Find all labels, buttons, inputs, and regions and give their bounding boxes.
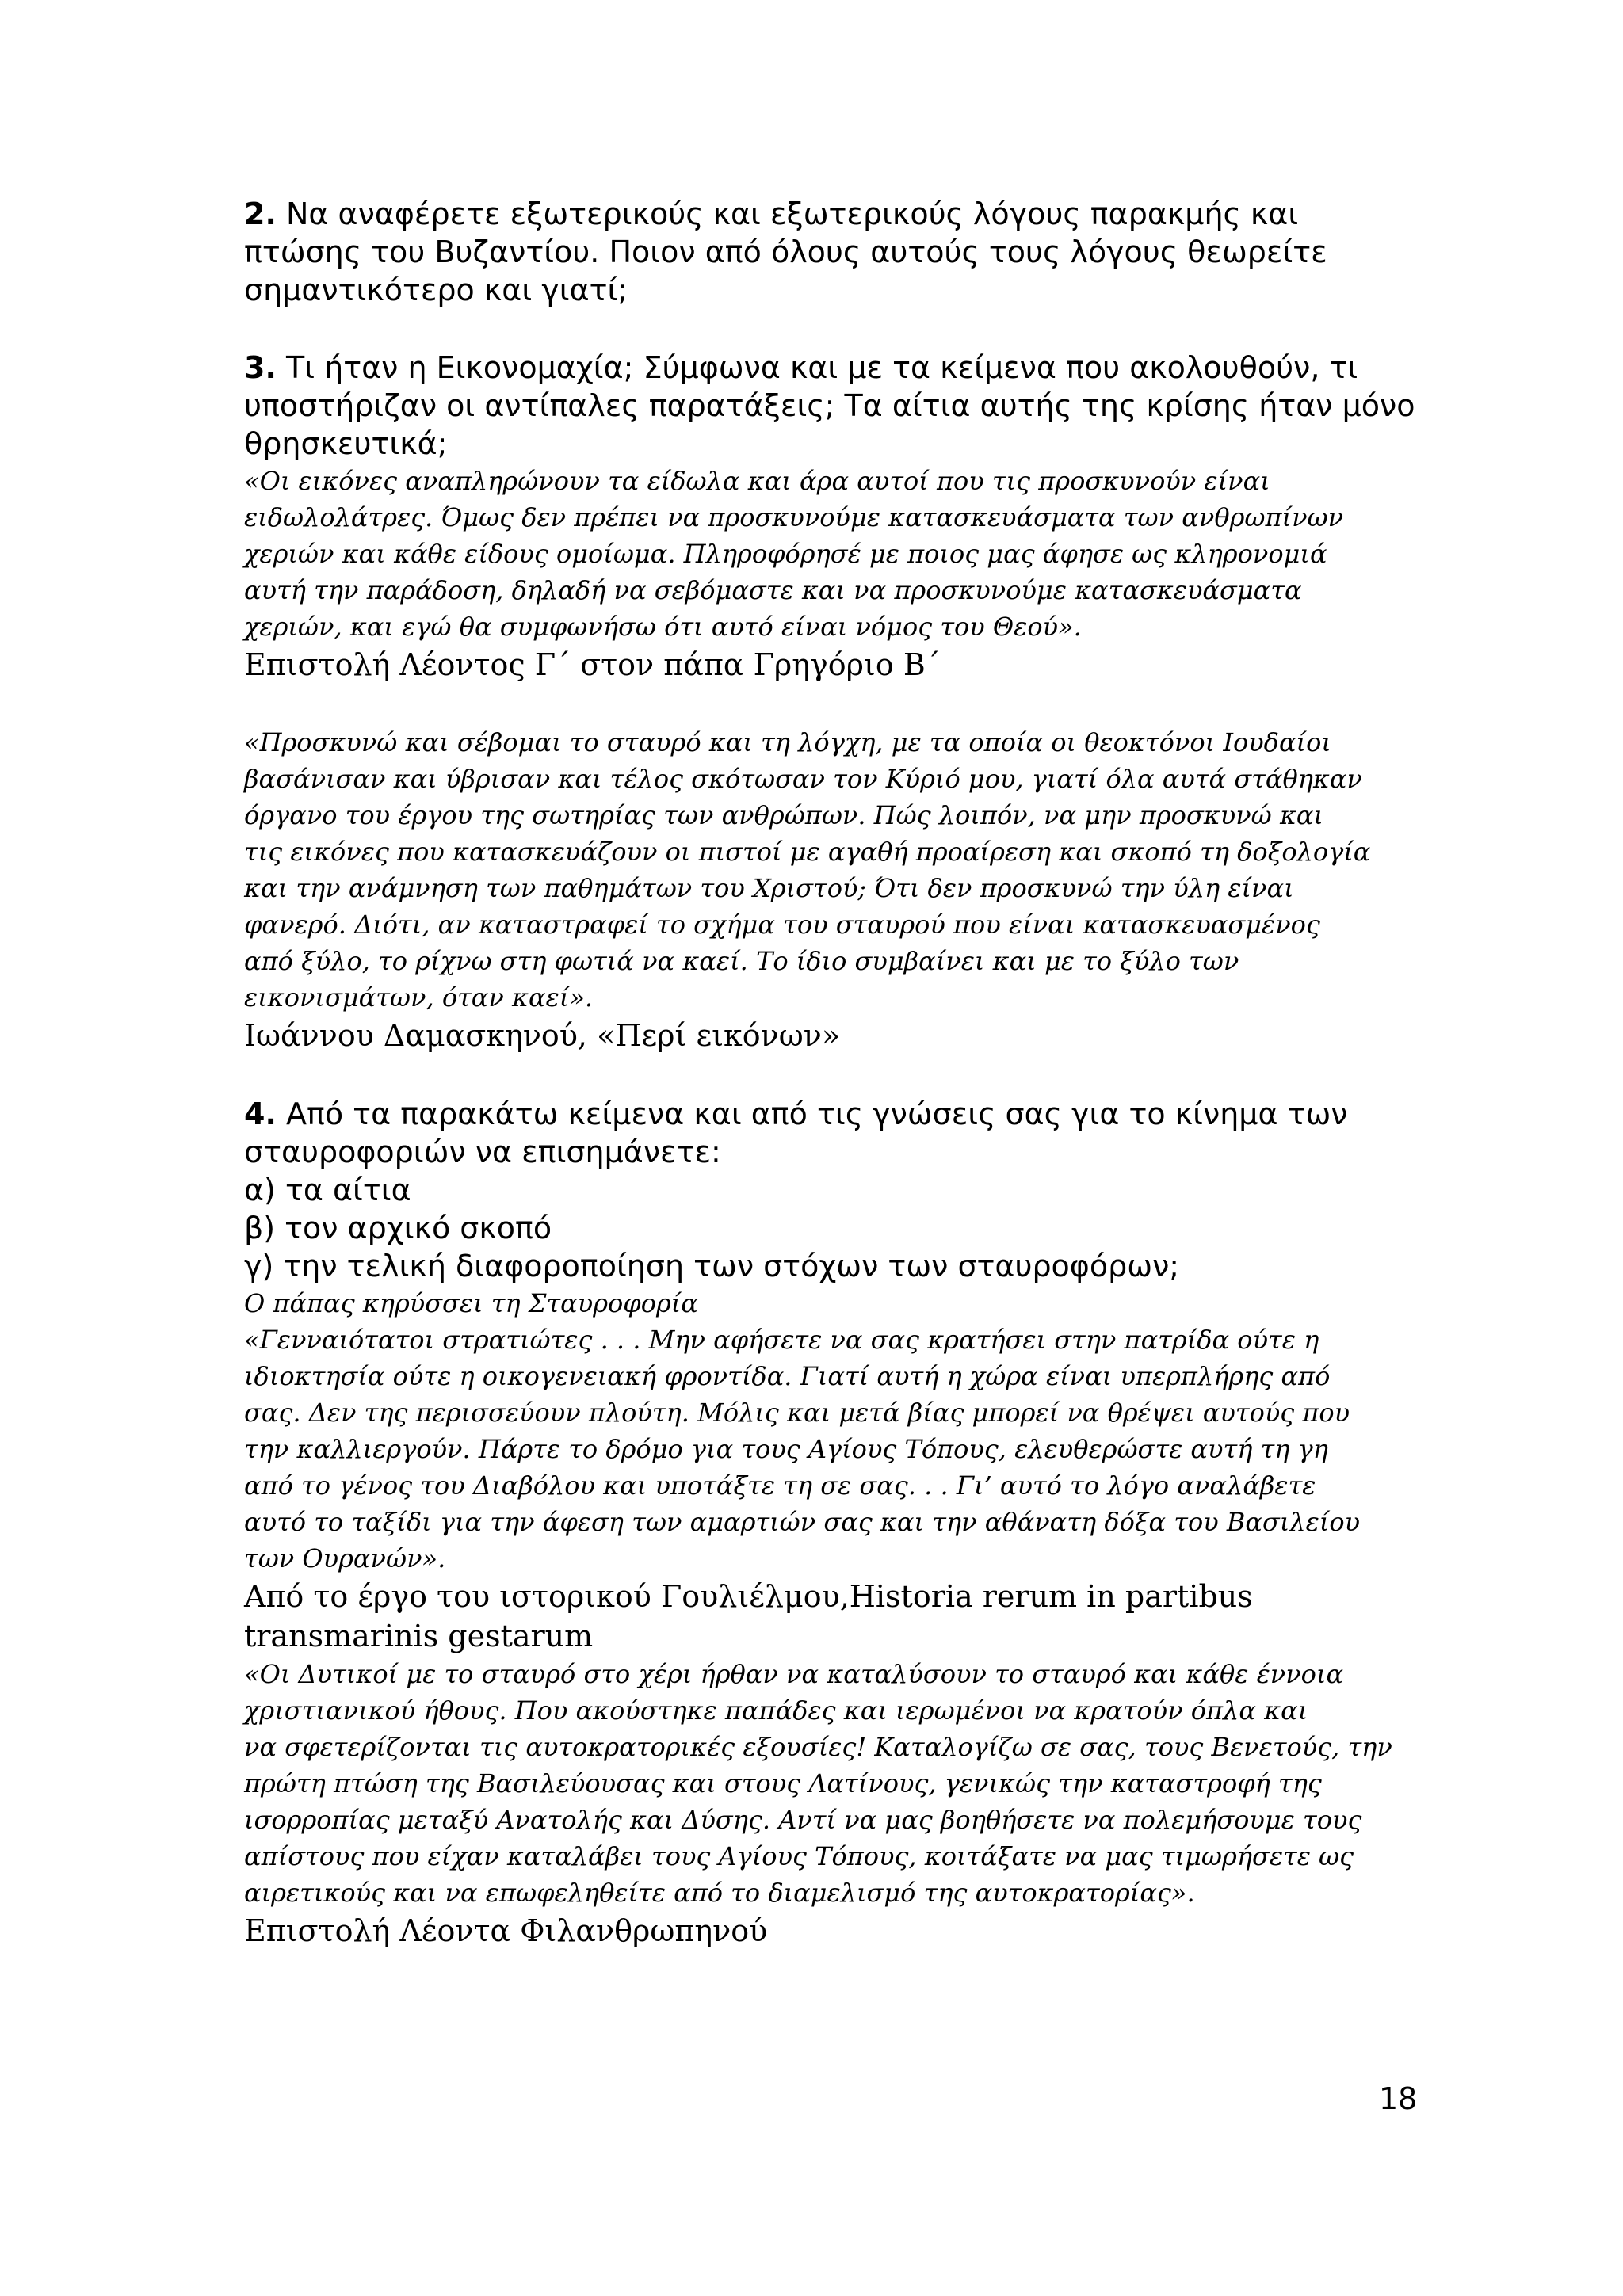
question-3-line: Τι ήταν η Εικονομαχία; Σύμφωνα και με τα κείμενα που ακολουθούν, τι xyxy=(285,350,1358,385)
quote-line: «Γενναιότατοι στρατιώτες . . . Μην αφήσετε να σας κρατήσει στην πατρίδα ούτε η xyxy=(244,1325,1319,1355)
source-line: transmarinis gestarum xyxy=(244,1619,594,1653)
quote-line: σας. Δεν της περισσεύουν πλούτη. Μόλις και μετά βίας μπορεί να θρέψει αυτούς που xyxy=(244,1398,1350,1428)
quote-line: να σφετερίζονται τις αυτοκρατορικές εξουσίες! Καταλογίζω σε σας, τους Βενετούς, την xyxy=(244,1732,1392,1762)
question-4-line: Από τα παρακάτω κείμενα και από τις γνώσεις σας για το κίνημα των xyxy=(285,1097,1348,1131)
question-4-line: σταυροφοριών να επισημάνετε: xyxy=(244,1135,721,1169)
question-2 xyxy=(244,195,1433,309)
quote-line: από το γένος του Διαβόλου και υποτάξτε τη σε σας. . . Γι’ αυτό το λόγο αναλάβετε xyxy=(244,1470,1316,1501)
question-2-number: 2. xyxy=(244,196,277,231)
quote-line: φανερό. Διότι, αν καταστραφεί το σχήμα του σταυρού που είναι κατασκευασμένος xyxy=(244,910,1320,940)
question-4-item: β) τον αρχικό σκοπό xyxy=(244,1211,552,1245)
quote-title: Ο πάπας κηρύσσει τη Σταυροφορία xyxy=(244,1288,698,1318)
quote-line: ιδιοκτησία ούτε η οικογενειακή φροντίδα. Γιατί αυτή η χώρα είναι υπερπλήρης από xyxy=(244,1361,1331,1391)
quote-line: αυτό το ταξίδι για την άφεση των αμαρτιών σας και την αθάνατη δόξα του Βασιλείου xyxy=(244,1507,1361,1537)
leo-iii-quote xyxy=(244,463,1433,645)
question-4-item: α) τα αίτια xyxy=(244,1173,411,1207)
question-3 xyxy=(244,349,1433,463)
quote-line: αυτή την παράδοση, δηλαδή να σεβόμαστε και να προσκυνούμε κατασκευάσματα xyxy=(244,575,1302,605)
quote-line: την καλλιεργούν. Πάρτε το δρόμο για τους Αγίους Τόπους, ελευθερώστε αυτή τη γη xyxy=(244,1434,1328,1464)
quote-line: χεριών, και εγώ θα συμφωνήσω ότι αυτό είναι νόμος του Θεού». xyxy=(244,612,1082,642)
quote-line: ισορροπίας μεταξύ Ανατολής και Δύσης. Αντί να μας βοηθήσετε να πολεμήσουμε τους xyxy=(244,1805,1362,1835)
question-2-line: σημαντικότερο και γιατί; xyxy=(244,273,628,307)
john-damascene-quote xyxy=(244,724,1433,1016)
quote-line: «Οι Δυτικοί με το σταυρό στο χέρι ήρθαν να καταλύσουν το σταυρό και κάθε έννοια xyxy=(244,1659,1344,1689)
william-tyre-source xyxy=(244,1577,1433,1656)
leo-iii-source: Επιστολή Λέοντος Γ΄ στον πάπα Γρηγόριο Β΄ xyxy=(244,647,941,682)
philanthropenos-quote xyxy=(244,1656,1433,1911)
philanthropenos-source: Επιστολή Λέοντα Φιλανθρωπηνού xyxy=(244,1913,768,1948)
quote-line: βασάνισαν και ύβρισαν και τέλος σκότωσαν τον Κύριό μου, γιατί όλα αυτά στάθηκαν xyxy=(244,764,1362,794)
question-3-line: θρησκευτικά; xyxy=(244,426,448,461)
john-damascene-source: Ιωάννου Δαμασκηνού, «Περί εικόνων» xyxy=(244,1018,841,1053)
question-2-line: πτώσης του Βυζαντίου. Ποιον από όλους αυτούς τους λόγους θεωρείτε xyxy=(244,235,1327,269)
question-4 xyxy=(244,1095,1433,1285)
page-number: 18 xyxy=(1379,2081,1418,2116)
question-4-item: γ) την τελική διαφοροποίηση των στόχων των σταυροφόρων; xyxy=(244,1249,1180,1283)
question-3-number: 3. xyxy=(244,350,277,385)
quote-line: χεριών και κάθε είδους ομοίωμα. Πληροφόρησέ με ποιος μας άφησε ως κληρονομιά xyxy=(244,539,1327,569)
question-3-line: υποστήριζαν οι αντίπαλες παρατάξεις; Τα αίτια αυτής της κρίσης ήταν μόνο xyxy=(244,388,1415,423)
question-2-line: Να αναφέρετε εξωτερικούς και εξωτερικούς λόγους παρακμής και xyxy=(285,196,1299,231)
quote-line: απίστους που είχαν καταλάβει τους Αγίους Τόπους, κοιτάξατε να μας τιμωρήσετε ως xyxy=(244,1841,1354,1871)
quote-line: εικονισμάτων, όταν καεί». xyxy=(244,982,594,1013)
page-content xyxy=(244,195,1433,1951)
quote-line: των Ουρανών». xyxy=(244,1543,446,1573)
quote-line: τις εικόνες που κατασκευάζουν οι πιστοί με αγαθή προαίρεση και σκοπό τη δοξολογία xyxy=(244,837,1371,867)
quote-line: όργανο του έργου της σωτηρίας των ανθρώπων. Πώς λοιπόν, να μην προσκυνώ και xyxy=(244,800,1324,830)
quote-line: ειδωλολάτρες. Όμως δεν πρέπει να προσκυνούμε κατασκευάσματα των ανθρωπίνων xyxy=(244,502,1344,532)
pope-crusade-quote xyxy=(244,1285,1433,1577)
quote-line: πρώτη πτώση της Βασιλεύουσας και στους Λατίνους, γενικώς την καταστροφή της xyxy=(244,1768,1322,1798)
quote-line: χριστιανικού ήθους. Που ακούστηκε παπάδες και ιερωμένοι να κρατούν όπλα και xyxy=(244,1695,1308,1726)
quote-line: «Οι εικόνες αναπληρώνουν τα είδωλα και άρα αυτοί που τις προσκυνούν είναι xyxy=(244,466,1270,496)
quote-line: και την ανάμνηση των παθημάτων του Χριστού; Ότι δεν προσκυνώ την ύλη είναι xyxy=(244,873,1294,903)
source-line: Από το έργο του ιστορικού Γουλιέλμου,Historia rerum in partibus xyxy=(244,1579,1253,1614)
quote-line: αιρετικούς και να επωφεληθείτε από το διαμελισμό της αυτοκρατορίας». xyxy=(244,1878,1195,1908)
question-4-number: 4. xyxy=(244,1097,277,1131)
quote-line: «Προσκυνώ και σέβομαι το σταυρό και τη λόγχη, με τα οποία οι θεοκτόνοι Ιουδαίοι xyxy=(244,727,1331,757)
quote-line: από ξύλο, το ρίχνω στη φωτιά να καεί. Το ίδιο συμβαίνει και με το ξύλο των xyxy=(244,946,1239,976)
